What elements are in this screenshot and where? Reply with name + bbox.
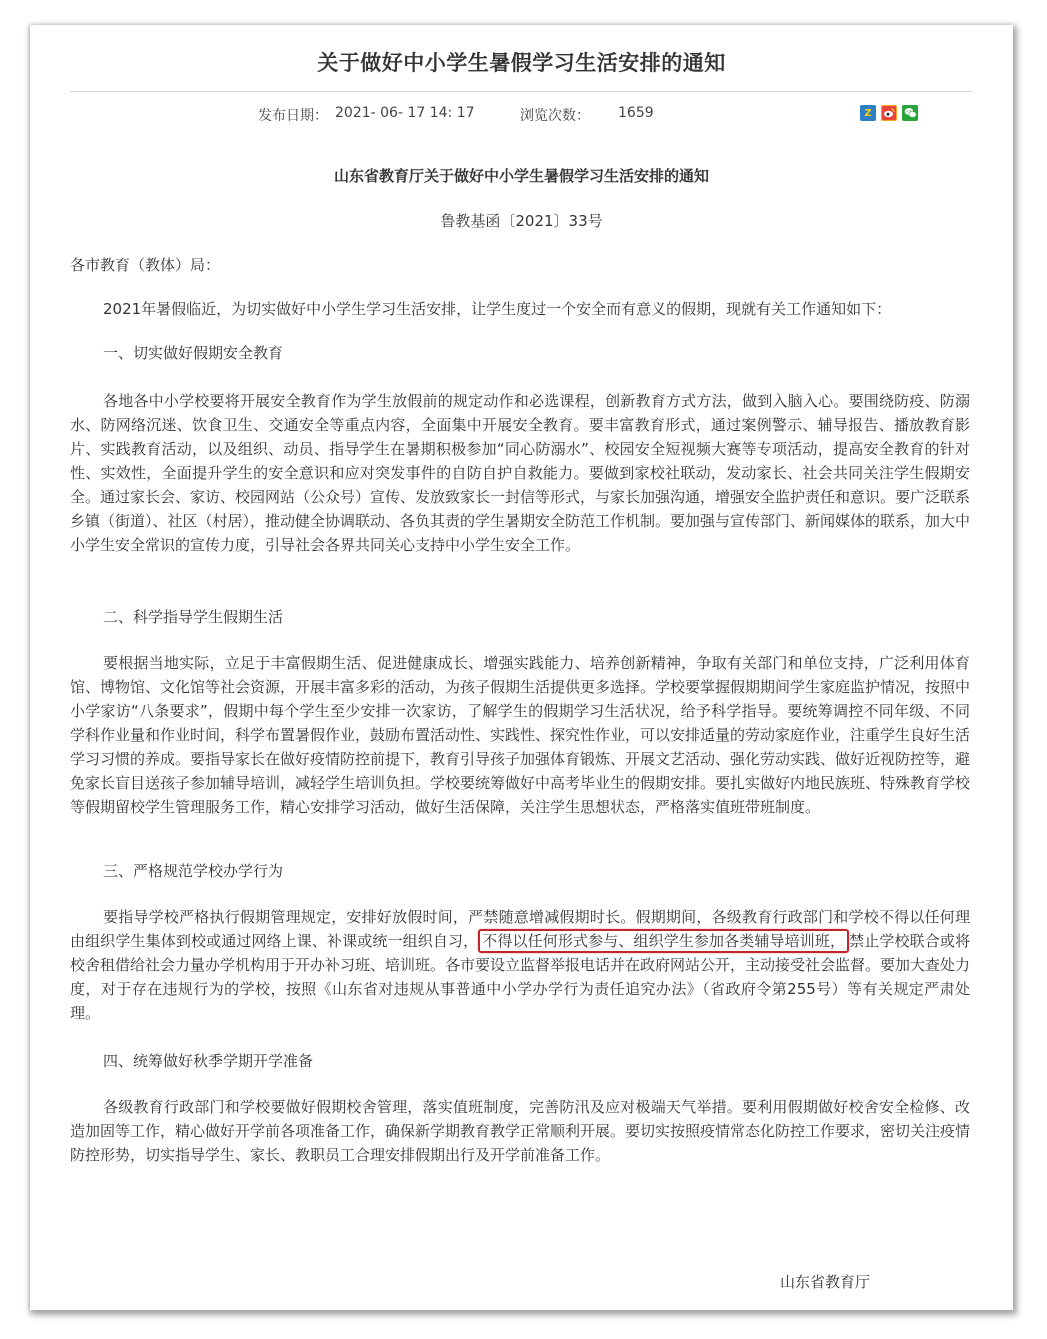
wechat-icon[interactable] <box>902 105 918 121</box>
section-4-body: 各级教育行政部门和学校要做好假期校舍管理，落实值班制度，完善防汛及应对极端天气举措。要利用假期做好校舍安全检修、改造加固等工作，精心做好开学前各项准备工作，确保新学期教育教学正常顺利开展。要切实按照疫情常态化防控工作要求，密切关注疫情防控形势，切实指导学生、家长、教职员工合理安排假期出行及开学前准备工作。 <box>70 1098 971 1164</box>
section-2-heading: 二、科学指导学生假期生活 <box>103 608 284 626</box>
section-3-body-before: 要指导学校严格执行假期管理规定，安排好放假时间，严禁随意增减假期时长。假期期间，各级教育行政部门和学校不得以任何理由组织学生集体到校或通过网络上课、补课或统一组织自习， <box>70 908 970 950</box>
qzone-icon[interactable]: Z <box>860 105 876 121</box>
view-count-value: 1659 <box>618 105 654 121</box>
intro-paragraph: 2021年暑假临近，为切实做好中小学生学习生活安排，让学生度过一个安全而有意义的假期，现就有关工作通知如下： <box>103 300 892 318</box>
publish-date-label: 发布日期： <box>258 108 328 124</box>
section-3-body-after: 禁止学校联合或将校舍租借给社会力量办学机构用于开办补习班、培训班。各市要设立监督举报电话并在政府网站公开，主动接受社会监督。要加大查处力度，对于存在违规行为的学校，按照《山东省对违规从事普通中小学办学行为责任追究办法》（省政府令第255号）等有关规定严肃处理。 <box>70 932 971 1022</box>
share-icons <box>860 105 918 121</box>
section-2-body: 要根据当地实际，立足于丰富假期生活、促进健康成长、增强实践能力、培养创新精神，争取有关部门和单位支持，广泛利用体育馆、博物馆、文化馆等社会资源，开展丰富多彩的活动，为孩子假期生活提供更多选择。学校要掌握假期期间学生家庭监护情况，按照中小学家访“八条要求”，假期中每个学生至少安排一次家访，了解学生的假期学习生活状况，给予科学指导。要统筹调控不同年级、不同学科作业量和作业时间，科学布置暑假作业，鼓励布置活动性、实践性、探究性作业，可以安排适量的劳动家庭作业，注重学生良好生活学习习惯的养成。要指导家长在做好疫情防控前提下，教育引导孩子加强体育锻炼、开展文艺活动、强化劳动实践、做好近视防控等，避免家长盲目送孩子参加辅导培训，减轻学生培训负担。学校要统筹做好中高考毕业生的假期安排。要扎实做好内地民族班、特殊教育学校等假期留校学生管理服务工作，精心安排学习活动，做好生活保障，关注学生思想状态，严格落实值班带班制度。 <box>70 654 971 816</box>
addressee: 各市教育（教体）局： <box>70 256 221 274</box>
page-title: 关于做好中小学生暑假学习生活安排的通知 <box>317 51 726 75</box>
section-1-heading: 一、切实做好假期安全教育 <box>103 344 284 362</box>
document-number: 鲁教基函〔2021〕33号 <box>440 212 603 230</box>
signature: 山东省教育厅 <box>780 1273 871 1291</box>
section-3-body <box>70 905 970 1025</box>
article-meta <box>30 103 1013 125</box>
document-page <box>30 25 1013 1310</box>
title-divider <box>70 91 972 92</box>
section-1-body: 各地各中小学校要将开展安全教育作为学生放假前的规定动作和必选课程，创新教育方式方法，做到入脑入心。要围绕防疫、防溺水、防网络沉迷、饮食卫生、交通安全等重点内容，全面集中开展安全教育。要丰富教育形式，通过案例警示、辅导报告、播放教育影片、实践教育活动，以及组织、动员、指导学生在暑期积极参加“同心防溺水”、校园安全短视频大赛等专项活动，提高安全教育的针对性、实效性，全面提升学生的安全意识和应对突发事件的自防自护自救能力。要做到家校社联动，发动家长、社会共同关注学生假期安全。通过家长会、家访、校园网站（公众号）宣传、发放致家长一封信等形式，与家长加强沟通，增强安全监护责任和意识。要广泛联系乡镇（街道）、社区（村居），推动健全协调联动、各负其责的学生暑期安全防范工作机制。要加强与宣传部门、新闻媒体的联系，加大中小学生安全常识的宣传力度，引导社会各界共同关心支持中小学生安全工作。 <box>70 392 971 554</box>
document-subtitle: 山东省教育厅关于做好中小学生暑假学习生活安排的通知 <box>333 167 709 185</box>
section-3-heading: 三、严格规范学校办学行为 <box>103 862 284 880</box>
view-count-label: 浏览次数： <box>520 108 590 124</box>
weibo-eye-icon <box>883 107 895 119</box>
wechat-bubbles-icon <box>904 107 917 119</box>
weibo-icon[interactable] <box>881 105 897 121</box>
section-4-heading: 四、统筹做好秋季学期开学准备 <box>103 1052 314 1070</box>
highlighted-phrase: 不得以任何形式参与、组织学生参加各类辅导培训班， <box>478 929 849 953</box>
publish-date-value: 2021- 06- 17 14: 17 <box>335 105 475 121</box>
